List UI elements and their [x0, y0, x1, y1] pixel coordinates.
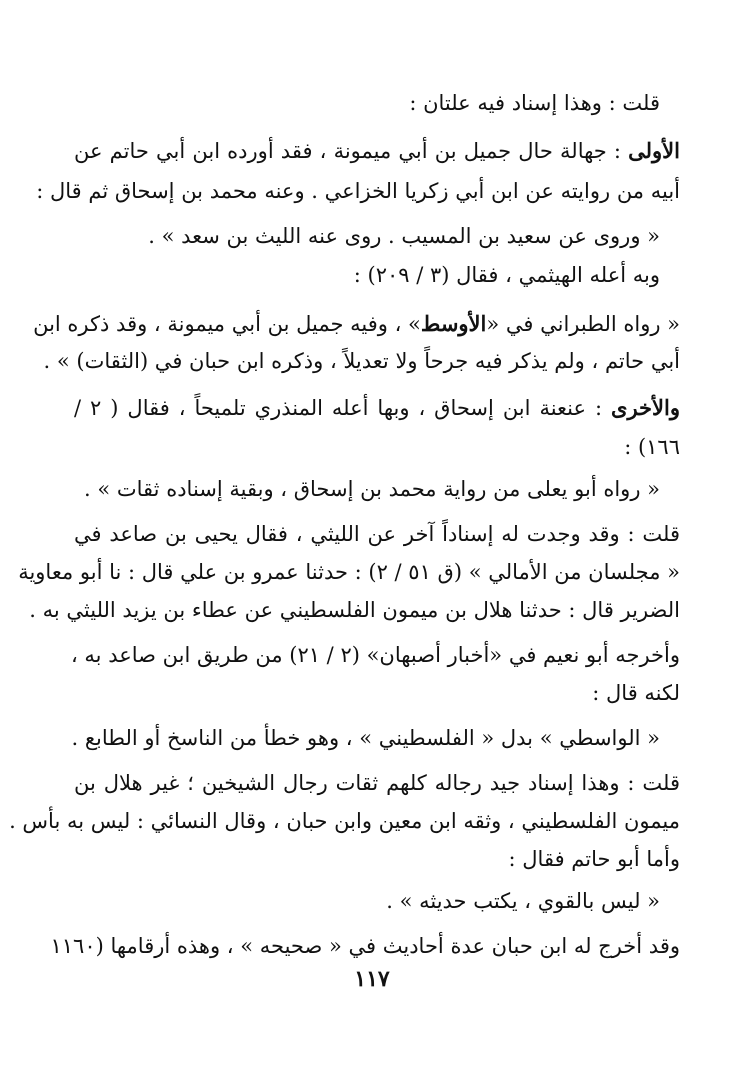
line-11: قلت : وقد وجدت له إسناداً آخر عن الليثي ، فقال يحيى بن صاعد في — [74, 522, 680, 546]
line-8: والأخرى : عنعنة ابن إسحاق ، وبها أعله المنذري تلميحاً ، فقال ( ٢ / — [74, 395, 680, 420]
line-3: أبيه من روايته عن ابن أبي زكريا الخزاعي . وعنه محمد بن إسحاق ثم قال : — [36, 179, 680, 203]
line-5: وبه أعله الهيثمي ، فقال (٣ / ٢٠٩) : — [353, 263, 660, 287]
page-number: ١١٧ — [354, 966, 390, 992]
line-15: لكنه قال : — [592, 681, 680, 705]
line-12: « مجلسان من الأمالي » (ق ٥١ / ٢) : حدثنا عمرو بن علي قال : نا أبو معاوية — [18, 560, 680, 584]
line-10: « رواه أبو يعلى من رواية محمد بن إسحاق ، وبقية إسناده ثقات » . — [84, 477, 660, 501]
heading-first-defect: الأولى — [628, 138, 680, 163]
line-17: قلت : وهذا إسناد جيد رجاله كلهم ثقات رجال الشيخين ؛ غير هلال بن — [74, 771, 680, 795]
line-21: وقد أخرج له ابن حبان عدة أحاديث في « صحيحه » ، وهذه أرقامها (١١٦٠ — [50, 934, 680, 958]
line-2: الأولى : جهالة حال جميل بن أبي ميمونة ، فقد أورده ابن أبي حاتم عن — [74, 138, 680, 163]
book-title-awsat: الأوسط — [420, 311, 487, 336]
line-16: « الواسطي » بدل « الفلسطيني » ، وهو خطأ من الناسخ أو الطابع . — [71, 726, 660, 750]
line-19: وأما أبو حاتم فقال : — [508, 847, 680, 871]
line-6: « رواه الطبراني في «الأوسط» ، وفيه جميل بن أبي ميمونة ، وقد ذكره ابن — [33, 311, 680, 336]
line-1: قلت : وهذا إسناد فيه علتان : — [409, 91, 660, 115]
line-13: الضرير قال : حدثنا هلال بن ميمون الفلسطيني عن عطاء بن يزيد الليثي به . — [29, 598, 680, 622]
line-18: ميمون الفلسطيني ، وثقه ابن معين وابن حبان ، وقال النسائي : ليس به بأس . — [9, 809, 680, 833]
heading-second-defect: والأخرى — [611, 395, 680, 420]
line-9: ١٦٦) : — [624, 435, 680, 459]
line-4: « وروى عن سعيد بن المسيب . روى عنه الليث بن سعد » . — [148, 224, 660, 248]
line-20: « ليس بالقوي ، يكتب حديثه » . — [386, 889, 660, 913]
line-7: أبي حاتم ، ولم يذكر فيه جرحاً ولا تعديلاً ، وذكره ابن حبان في (الثقات) » . — [43, 349, 680, 373]
line-14: وأخرجه أبو نعيم في «أخبار أصبهان» (٢ / ٢١) من طريق ابن صاعد به ، — [70, 643, 680, 667]
